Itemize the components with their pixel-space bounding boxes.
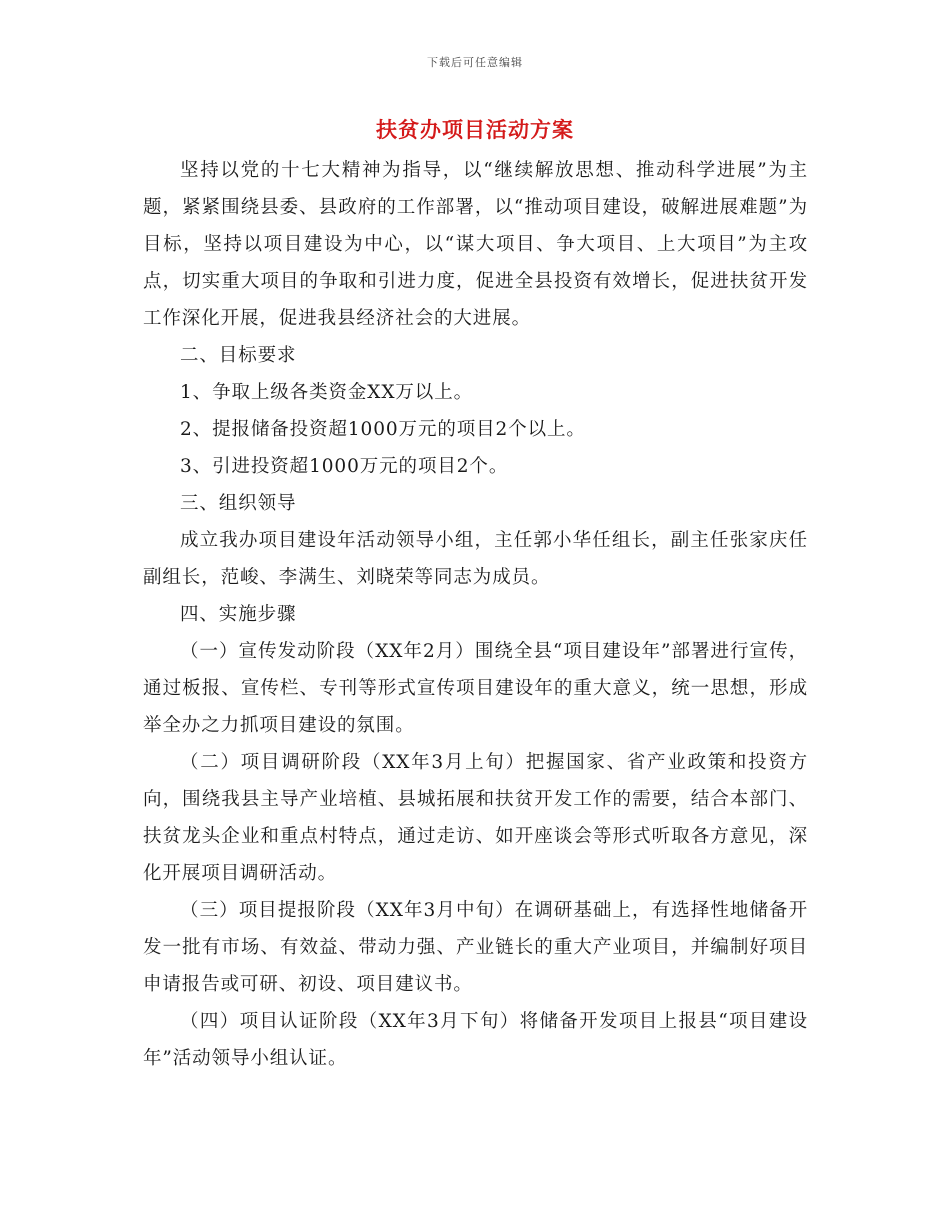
page-header: 下载后可任意编辑 bbox=[427, 56, 523, 69]
goal-item-3: 3、引进投资超1000万元的项目2个。 bbox=[180, 456, 509, 477]
step-2: （二）项目调研阶段（XX年3月上旬）把握国家、省产业政策和投资方向，围绕我县主导产业培植、县城拓展和扶贫开发工作的需要，结合本部门、扶贫龙头企业和重点村特点，通过走访、如开座谈会等形式听取各方意见，深化开展项目调研活动。 bbox=[143, 752, 808, 884]
step-4: （四）项目认证阶段（XX年3月下旬）将储备开发项目上报县“项目建设年”活动领导小组认证。 bbox=[143, 1011, 808, 1069]
goal-item-2: 2、提报储备投资超1000万元的项目2个以上。 bbox=[180, 419, 586, 440]
step-3: （三）项目提报阶段（XX年3月中旬）在调研基础上，有选择性地储备开发一批有市场、有效益、带动力强、产业链长的重大产业项目，并编制好项目申请报告或可研、初设、项目建议书。 bbox=[143, 900, 808, 995]
document-body bbox=[143, 152, 808, 1077]
step-1: （一）宣传发动阶段（XX年2月）围绕全县“项目建设年”部署进行宣传，通过板报、宣传栏、专刊等形式宣传项目建设年的重大意义，统一思想，形成举全办之力抓项目建设的氛围。 bbox=[143, 641, 808, 736]
document-title: 扶贫办项目活动方案 bbox=[376, 117, 574, 142]
heading-organization: 三、组织领导 bbox=[180, 493, 297, 514]
heading-goals: 二、目标要求 bbox=[180, 345, 297, 366]
heading-steps: 四、实施步骤 bbox=[180, 604, 297, 625]
goal-item-1: 1、争取上级各类资金XX万以上。 bbox=[180, 382, 474, 403]
paragraph-intro: 坚持以党的十七大精神为指导，以“继续解放思想、推动科学进展”为主题，紧紧围绕县委、县政府的工作部署，以“推动项目建设，破解进展难题”为目标，坚持以项目建设为中心，以“谋大项目、争大项目、上大项目”为主攻点，切实重大项目的争取和引进力度，促进全县投资有效增长，促进扶贫开发工作深化开展，促进我县经济社会的大进展。 bbox=[143, 160, 808, 329]
paragraph-organization: 成立我办项目建设年活动领导小组，主任郭小华任组长，副主任张家庆任副组长，范峻、李满生、刘晓荣等同志为成员。 bbox=[143, 530, 808, 588]
